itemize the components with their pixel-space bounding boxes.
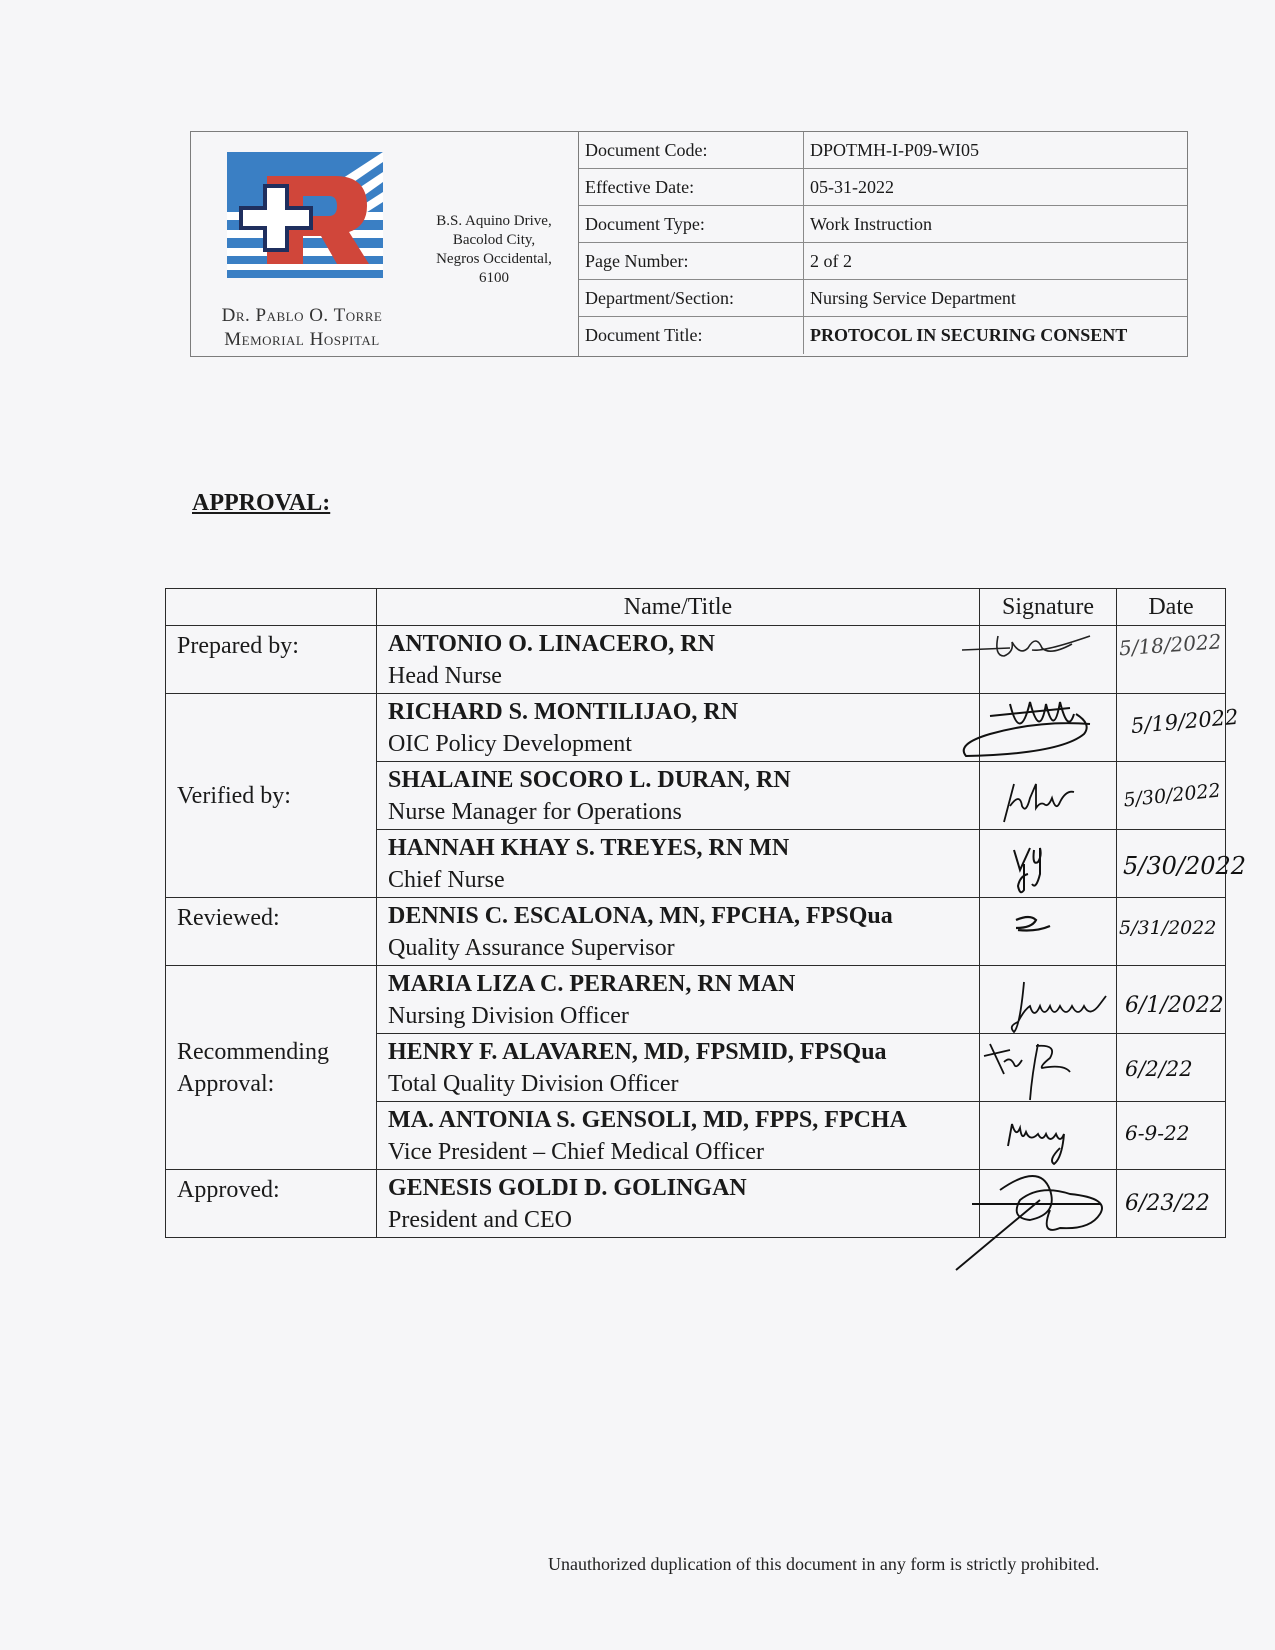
footer-notice: Unauthorized duplication of this document in any form is strictly prohibited. [548,1554,1100,1574]
person-name: RICHARD S. MONTILIJAO, RN [388,699,739,725]
handwritten-date: 6/1/2022 [1125,993,1224,1018]
signature-icon [980,1102,1117,1170]
handwritten-date-icon [1117,830,1247,898]
date-cell [1117,762,1226,830]
meta-label: Effective Date: [579,169,804,205]
signature-icon [980,1170,1117,1238]
signature-icon [980,898,1117,966]
signature-icon [980,830,1117,898]
signature-icon [980,762,1117,830]
date-cell [1117,626,1226,694]
signature-icon [980,626,1117,694]
role-recommending [166,966,377,1170]
meta-label: Document Code: [579,132,804,168]
signature-cell [980,1102,1117,1170]
person-name: SHALAINE SOCORO L. DURAN, RN [388,767,791,793]
date-cell [1117,694,1240,762]
person-title: Vice President – Chief Medical Officer [388,1139,764,1165]
approval-row [166,898,1226,966]
person-name: MARIA LIZA C. PERAREN, RN MAN [388,971,796,997]
meta-label: Document Title: [579,317,804,354]
handwritten-date-icon [1117,694,1240,762]
handwritten-date-icon [1117,966,1226,1034]
role-reviewed: Reviewed: [166,898,377,966]
signature-icon [980,1034,1117,1102]
person-cell [377,1034,980,1102]
signature-cell [980,1034,1117,1102]
handwritten-date: 6-9-22 [1125,1121,1190,1145]
meta-label: Document Type: [579,206,804,242]
hospital-logo-icon [227,152,383,278]
signature-cell [980,1170,1117,1238]
approval-row [166,694,1226,762]
person-name: DENNIS C. ESCALONA, MN, FPCHA, FPSQua [388,903,893,929]
person-name: GENESIS GOLDI D. GOLINGAN [388,1175,747,1201]
document-header [190,131,1188,357]
meta-value: DPOTMH-I-P09-WI05 [810,139,979,160]
role-approved: Approved: [166,1170,377,1238]
date-cell [1117,1034,1226,1102]
column-header-signature: Signature [980,589,1117,626]
person-cell [377,830,980,898]
document-meta-table [578,132,1187,356]
meta-value: 2 of 2 [810,250,852,271]
handwritten-date: 6/2/22 [1125,1057,1193,1081]
meta-row-page-number [579,243,1187,280]
role-recommending-label: Recommending Approval: [177,1038,329,1097]
meta-row-effective-date [579,169,1187,206]
person-name: HENRY F. ALAVAREN, MD, FPSMID, FPSQua [388,1039,887,1065]
date-cell [1117,898,1226,966]
date-cell [1117,1170,1226,1238]
handwritten-date: 5/30/2022 [1123,852,1247,880]
hospital-address: B.S. Aquino Drive, Bacolod City, Negros Occidental, 6100 [436,213,552,286]
handwritten-date: 5/30/2022 [1122,779,1222,812]
date-cell [1117,966,1226,1034]
column-header-name-title: Name/Title [377,589,980,626]
signature-icon [980,694,1117,762]
handwritten-date: 5/31/2022 [1119,917,1217,939]
person-cell [377,762,980,830]
column-header-date: Date [1117,589,1226,626]
person-cell [377,1102,980,1170]
meta-row-document-code [579,132,1187,169]
person-cell [377,1170,980,1238]
meta-row-document-title [579,317,1187,354]
hospital-name: Dr. Pablo O. Torre Memorial Hospital [221,305,383,350]
person-title: Head Nurse [388,663,502,689]
handwritten-date-icon [1117,1034,1226,1102]
approval-header-row [166,589,1226,626]
meta-row-document-type [579,206,1187,243]
person-name: ANTONIO O. LINACERO, RN [388,631,715,657]
person-title: Total Quality Division Officer [388,1071,679,1097]
person-cell [377,966,980,1034]
person-title: Nurse Manager for Operations [388,799,682,825]
person-title: Chief Nurse [388,867,505,893]
role-prepared: Prepared by: [166,626,377,694]
role-verified: Verified by: [166,694,377,898]
hospital-brand [191,132,410,356]
date-cell [1117,1102,1226,1170]
meta-label: Page Number: [579,243,804,279]
signature-icon [980,966,1117,1034]
meta-label: Department/Section: [579,280,804,316]
person-title: President and CEO [388,1207,572,1233]
signature-cell [980,762,1117,830]
signature-cell [980,898,1117,966]
approval-heading: APPROVAL: [192,490,331,516]
meta-value: Work Instruction [810,213,933,234]
handwritten-date-icon [1117,898,1226,966]
person-name: MA. ANTONIA S. GENSOLI, MD, FPPS, FPCHA [388,1107,907,1133]
handwritten-date: 5/19/2022 [1130,704,1240,739]
person-cell [377,626,980,694]
signature-cell [980,966,1117,1034]
person-title: Nursing Division Officer [388,1003,629,1029]
approval-row [166,1170,1226,1238]
date-cell [1117,830,1247,898]
meta-row-department [579,280,1187,317]
approval-row [166,626,1226,694]
approval-row [166,966,1226,1034]
meta-value: Nursing Service Department [810,287,1016,308]
person-cell [377,694,980,762]
document-title: PROTOCOL IN SECURING CONSENT [810,325,1128,345]
handwritten-date-icon [1117,762,1226,830]
handwritten-date-icon [1117,1102,1226,1170]
person-title: OIC Policy Development [388,731,632,757]
person-name: HANNAH KHAY S. TREYES, RN MN [388,835,790,861]
approval-table [165,588,1247,1238]
handwritten-date: 5/18/2022 [1118,629,1223,661]
signature-cell [980,830,1117,898]
meta-value: 05-31-2022 [810,176,894,197]
signature-cell [980,694,1117,762]
handwritten-date: 6/23/22 [1125,1191,1210,1216]
handwritten-date-icon [1117,626,1226,694]
empty-header-cell [166,589,377,626]
signature-cell [980,626,1117,694]
person-cell [377,898,980,966]
handwritten-date-icon [1117,1170,1226,1238]
person-title: Quality Assurance Supervisor [388,935,675,961]
